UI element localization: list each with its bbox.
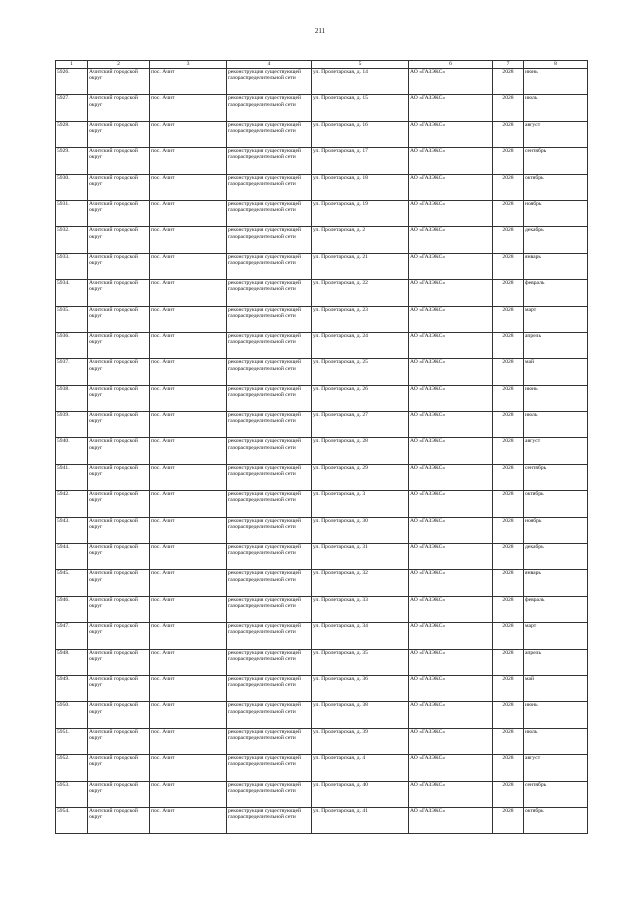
col-district-cell: Ачитский городской округ [88,148,150,174]
col-month-cell: январь [524,253,588,279]
col-organization-cell: АО «ГАЗЭКС» [409,570,493,596]
col-month-cell: июнь [524,69,588,95]
col-work-type-cell: реконструкция существующей газораспределительной сети [227,200,312,226]
col-district-cell: Ачитский городской округ [88,464,150,490]
col-settlement-cell: пос. Ачит [150,227,227,253]
col-address-cell: ул. Пролетарская, д. 4 [312,755,409,781]
col-address-cell: ул. Пролетарская, д. 25 [312,359,409,385]
col-settlement-cell: пос. Ачит [150,649,227,675]
col-settlement-cell: пос. Ачит [150,148,227,174]
col-settlement-cell: пос. Ачит [150,517,227,543]
header-col-number: 1 [56,61,88,69]
col-number-cell: 5935. [56,306,88,332]
table-row [56,596,588,622]
col-work-type-cell: реконструкция существующей газораспределительной сети [227,464,312,490]
col-settlement-cell: пос. Ачит [150,623,227,649]
col-month-cell: апрель [524,649,588,675]
col-district-cell: Ачитский городской округ [88,121,150,147]
col-organization-cell: АО «ГАЗЭКС» [409,464,493,490]
col-district-cell: Ачитский городской округ [88,95,150,121]
col-organization-cell: АО «ГАЗЭКС» [409,95,493,121]
col-address-cell: ул. Пролетарская, д. 21 [312,253,409,279]
col-month-cell: февраль [524,280,588,306]
col-organization-cell: АО «ГАЗЭКС» [409,781,493,807]
col-month-cell: апрель [524,332,588,358]
table-row [56,227,588,253]
table-row [56,253,588,279]
col-number-cell: 5927. [56,95,88,121]
col-settlement-cell: пос. Ачит [150,728,227,754]
col-settlement-cell: пос. Ачит [150,359,227,385]
col-month-cell: май [524,675,588,701]
col-year-cell: 2028 [493,544,524,570]
col-district-cell: Ачитский городской округ [88,412,150,438]
col-district-cell: Ачитский городской округ [88,438,150,464]
col-settlement-cell: пос. Ачит [150,69,227,95]
col-address-cell: ул. Пролетарская, д. 33 [312,596,409,622]
col-month-cell: ноябрь [524,200,588,226]
col-number-cell: 5943. [56,517,88,543]
col-settlement-cell: пос. Ачит [150,675,227,701]
col-address-cell: ул. Пролетарская, д. 23 [312,306,409,332]
col-organization-cell: АО «ГАЗЭКС» [409,702,493,728]
col-number-cell: 5932. [56,227,88,253]
header-col-settlement: 3 [150,61,227,69]
col-district-cell: Ачитский городской округ [88,253,150,279]
table-row [56,464,588,490]
col-address-cell: ул. Пролетарская, д. 15 [312,95,409,121]
col-organization-cell: АО «ГАЗЭКС» [409,359,493,385]
col-work-type-cell: реконструкция существующей газораспределительной сети [227,517,312,543]
col-work-type-cell: реконструкция существующей газораспределительной сети [227,69,312,95]
col-number-cell: 5939. [56,412,88,438]
col-work-type-cell: реконструкция существующей газораспределительной сети [227,385,312,411]
col-month-cell: декабрь [524,544,588,570]
col-district-cell: Ачитский городской округ [88,306,150,332]
col-month-cell: август [524,438,588,464]
table-row [56,280,588,306]
col-year-cell: 2028 [493,781,524,807]
col-month-cell: март [524,306,588,332]
col-address-cell: ул. Пролетарская, д. 35 [312,649,409,675]
col-year-cell: 2028 [493,69,524,95]
table-row [56,174,588,200]
col-work-type-cell: реконструкция существующей газораспределительной сети [227,544,312,570]
col-settlement-cell: пос. Ачит [150,544,227,570]
col-organization-cell: АО «ГАЗЭКС» [409,517,493,543]
col-address-cell: ул. Пролетарская, д. 36 [312,675,409,701]
col-settlement-cell: пос. Ачит [150,174,227,200]
col-district-cell: Ачитский городской округ [88,359,150,385]
col-settlement-cell: пос. Ачит [150,253,227,279]
col-district-cell: Ачитский городской округ [88,174,150,200]
col-organization-cell: АО «ГАЗЭКС» [409,200,493,226]
col-settlement-cell: пос. Ачит [150,464,227,490]
col-month-cell: июль [524,728,588,754]
col-year-cell: 2028 [493,200,524,226]
col-month-cell: июль [524,412,588,438]
col-number-cell: 5946. [56,596,88,622]
col-month-cell: август [524,121,588,147]
table-row [56,359,588,385]
col-year-cell: 2028 [493,121,524,147]
col-number-cell: 5947. [56,623,88,649]
col-month-cell: март [524,623,588,649]
col-address-cell: ул. Пролетарская, д. 2 [312,227,409,253]
col-month-cell: октябрь [524,491,588,517]
col-address-cell: ул. Пролетарская, д. 24 [312,332,409,358]
col-year-cell: 2028 [493,728,524,754]
col-year-cell: 2028 [493,412,524,438]
col-work-type-cell: реконструкция существующей газораспределительной сети [227,755,312,781]
header-col-organization: 6 [409,61,493,69]
col-organization-cell: АО «ГАЗЭКС» [409,807,493,833]
col-number-cell: 5942. [56,491,88,517]
col-number-cell: 5934. [56,280,88,306]
col-number-cell: 5929. [56,148,88,174]
col-organization-cell: АО «ГАЗЭКС» [409,332,493,358]
col-year-cell: 2028 [493,807,524,833]
col-district-cell: Ачитский городской округ [88,807,150,833]
col-number-cell: 5952. [56,755,88,781]
table-row [56,517,588,543]
col-organization-cell: АО «ГАЗЭКС» [409,253,493,279]
col-month-cell: август [524,755,588,781]
col-month-cell: июнь [524,702,588,728]
col-number-cell: 5936. [56,332,88,358]
col-work-type-cell: реконструкция существующей газораспределительной сети [227,280,312,306]
col-number-cell: 5953. [56,781,88,807]
col-settlement-cell: пос. Ачит [150,385,227,411]
col-address-cell: ул. Пролетарская, д. 28 [312,438,409,464]
col-year-cell: 2028 [493,95,524,121]
col-year-cell: 2028 [493,464,524,490]
col-address-cell: ул. Пролетарская, д. 29 [312,464,409,490]
col-work-type-cell: реконструкция существующей газораспределительной сети [227,438,312,464]
header-col-year: 7 [493,61,524,69]
table-row [56,649,588,675]
header-col-district: 2 [88,61,150,69]
table-row [56,755,588,781]
col-settlement-cell: пос. Ачит [150,491,227,517]
col-organization-cell: АО «ГАЗЭКС» [409,491,493,517]
col-work-type-cell: реконструкция существующей газораспределительной сети [227,675,312,701]
col-work-type-cell: реконструкция существующей газораспределительной сети [227,570,312,596]
col-settlement-cell: пос. Ачит [150,755,227,781]
col-number-cell: 5948. [56,649,88,675]
col-address-cell: ул. Пролетарская, д. 30 [312,517,409,543]
col-district-cell: Ачитский городской округ [88,332,150,358]
col-year-cell: 2028 [493,517,524,543]
col-work-type-cell: реконструкция существующей газораспределительной сети [227,95,312,121]
col-settlement-cell: пос. Ачит [150,280,227,306]
col-work-type-cell: реконструкция существующей газораспределительной сети [227,596,312,622]
col-year-cell: 2028 [493,359,524,385]
table-row [56,570,588,596]
col-number-cell: 5951. [56,728,88,754]
col-number-cell: 5941. [56,464,88,490]
col-district-cell: Ачитский городской округ [88,596,150,622]
col-work-type-cell: реконструкция существующей газораспределительной сети [227,649,312,675]
col-work-type-cell: реконструкция существующей газораспределительной сети [227,174,312,200]
table-row [56,306,588,332]
col-year-cell: 2028 [493,675,524,701]
col-organization-cell: АО «ГАЗЭКС» [409,227,493,253]
col-district-cell: Ачитский городской округ [88,702,150,728]
col-work-type-cell: реконструкция существующей газораспределительной сети [227,623,312,649]
col-address-cell: ул. Пролетарская, д. 22 [312,280,409,306]
col-year-cell: 2028 [493,306,524,332]
col-number-cell: 5940. [56,438,88,464]
col-year-cell: 2028 [493,702,524,728]
col-settlement-cell: пос. Ачит [150,781,227,807]
col-month-cell: июнь [524,385,588,411]
col-settlement-cell: пос. Ачит [150,807,227,833]
col-organization-cell: АО «ГАЗЭКС» [409,121,493,147]
col-work-type-cell: реконструкция существующей газораспределительной сети [227,728,312,754]
table-row [56,623,588,649]
table-row [56,95,588,121]
col-work-type-cell: реконструкция существующей газораспределительной сети [227,412,312,438]
col-address-cell: ул. Пролетарская, д. 27 [312,412,409,438]
col-district-cell: Ачитский городской округ [88,280,150,306]
col-address-cell: ул. Пролетарская, д. 41 [312,807,409,833]
col-year-cell: 2028 [493,596,524,622]
col-work-type-cell: реконструкция существующей газораспределительной сети [227,227,312,253]
col-settlement-cell: пос. Ачит [150,332,227,358]
col-district-cell: Ачитский городской округ [88,69,150,95]
col-number-cell: 5937. [56,359,88,385]
col-organization-cell: АО «ГАЗЭКС» [409,69,493,95]
col-work-type-cell: реконструкция существующей газораспределительной сети [227,491,312,517]
col-address-cell: ул. Пролетарская, д. 40 [312,781,409,807]
table-row [56,675,588,701]
col-organization-cell: АО «ГАЗЭКС» [409,280,493,306]
col-year-cell: 2028 [493,280,524,306]
col-year-cell: 2028 [493,148,524,174]
col-month-cell: май [524,359,588,385]
col-district-cell: Ачитский городской округ [88,728,150,754]
col-work-type-cell: реконструкция существующей газораспределительной сети [227,148,312,174]
table-row [56,412,588,438]
col-year-cell: 2028 [493,385,524,411]
col-organization-cell: АО «ГАЗЭКС» [409,544,493,570]
col-address-cell: ул. Пролетарская, д. 19 [312,200,409,226]
col-number-cell: 5928. [56,121,88,147]
col-number-cell: 5938. [56,385,88,411]
col-organization-cell: АО «ГАЗЭКС» [409,596,493,622]
col-year-cell: 2028 [493,438,524,464]
col-address-cell: ул. Пролетарская, д. 14 [312,69,409,95]
col-year-cell: 2028 [493,570,524,596]
col-address-cell: ул. Пролетарская, д. 34 [312,623,409,649]
col-settlement-cell: пос. Ачит [150,200,227,226]
table-row [56,728,588,754]
col-month-cell: сентябрь [524,148,588,174]
col-district-cell: Ачитский городской округ [88,491,150,517]
col-settlement-cell: пос. Ачит [150,570,227,596]
header-col-work-type: 4 [227,61,312,69]
col-district-cell: Ачитский городской округ [88,649,150,675]
col-organization-cell: АО «ГАЗЭКС» [409,755,493,781]
col-number-cell: 5945. [56,570,88,596]
col-month-cell: ноябрь [524,517,588,543]
col-year-cell: 2028 [493,649,524,675]
page-number: 211 [314,27,326,35]
col-address-cell: ул. Пролетарская, д. 26 [312,385,409,411]
col-number-cell: 5930. [56,174,88,200]
col-district-cell: Ачитский городской округ [88,544,150,570]
table-header [56,61,588,69]
table-row [56,781,588,807]
table-row [56,385,588,411]
col-organization-cell: АО «ГАЗЭКС» [409,412,493,438]
col-month-cell: октябрь [524,807,588,833]
col-month-cell: сентябрь [524,781,588,807]
col-district-cell: Ачитский городской округ [88,227,150,253]
col-month-cell: сентябрь [524,464,588,490]
col-organization-cell: АО «ГАЗЭКС» [409,728,493,754]
col-year-cell: 2028 [493,227,524,253]
col-district-cell: Ачитский городской округ [88,200,150,226]
col-year-cell: 2028 [493,332,524,358]
col-month-cell: февраль [524,596,588,622]
col-year-cell: 2028 [493,491,524,517]
col-settlement-cell: пос. Ачит [150,121,227,147]
table-row [56,491,588,517]
table-row [56,69,588,95]
col-work-type-cell: реконструкция существующей газораспределительной сети [227,121,312,147]
header-col-address: 5 [312,61,409,69]
table-row [56,200,588,226]
col-number-cell: 5950. [56,702,88,728]
col-work-type-cell: реконструкция существующей газораспределительной сети [227,332,312,358]
col-district-cell: Ачитский городской округ [88,385,150,411]
col-year-cell: 2028 [493,253,524,279]
header-col-month: 8 [524,61,588,69]
col-month-cell: декабрь [524,227,588,253]
col-organization-cell: АО «ГАЗЭКС» [409,306,493,332]
register-table [55,60,588,834]
col-address-cell: ул. Пролетарская, д. 16 [312,121,409,147]
col-settlement-cell: пос. Ачит [150,438,227,464]
table-row [56,121,588,147]
col-district-cell: Ачитский городской округ [88,755,150,781]
col-work-type-cell: реконструкция существующей газораспределительной сети [227,253,312,279]
col-address-cell: ул. Пролетарская, д. 39 [312,728,409,754]
col-work-type-cell: реконструкция существующей газораспределительной сети [227,306,312,332]
col-district-cell: Ачитский городской округ [88,675,150,701]
table-row [56,807,588,833]
col-district-cell: Ачитский городской округ [88,517,150,543]
col-district-cell: Ачитский городской округ [88,570,150,596]
col-organization-cell: АО «ГАЗЭКС» [409,675,493,701]
col-number-cell: 5931. [56,200,88,226]
col-work-type-cell: реконструкция существующей газораспределительной сети [227,807,312,833]
col-address-cell: ул. Пролетарская, д. 17 [312,148,409,174]
col-year-cell: 2028 [493,755,524,781]
col-number-cell: 5944. [56,544,88,570]
col-settlement-cell: пос. Ачит [150,702,227,728]
col-month-cell: октябрь [524,174,588,200]
col-address-cell: ул. Пролетарская, д. 31 [312,544,409,570]
header-row [56,61,588,69]
table-row [56,544,588,570]
col-number-cell: 5949. [56,675,88,701]
col-district-cell: Ачитский городской округ [88,623,150,649]
table-row [56,148,588,174]
col-organization-cell: АО «ГАЗЭКС» [409,623,493,649]
col-address-cell: ул. Пролетарская, д. 38 [312,702,409,728]
col-year-cell: 2028 [493,623,524,649]
col-month-cell: июль [524,95,588,121]
table-row [56,702,588,728]
table-body [56,69,588,834]
col-settlement-cell: пос. Ачит [150,95,227,121]
col-month-cell: январь [524,570,588,596]
col-organization-cell: АО «ГАЗЭКС» [409,174,493,200]
col-number-cell: 5926. [56,69,88,95]
col-year-cell: 2028 [493,174,524,200]
col-settlement-cell: пос. Ачит [150,596,227,622]
table-row [56,332,588,358]
col-settlement-cell: пос. Ачит [150,412,227,438]
col-address-cell: ул. Пролетарская, д. 3 [312,491,409,517]
col-number-cell: 5933. [56,253,88,279]
col-address-cell: ул. Пролетарская, д. 18 [312,174,409,200]
col-number-cell: 5954. [56,807,88,833]
col-work-type-cell: реконструкция существующей газораспределительной сети [227,781,312,807]
col-work-type-cell: реконструкция существующей газораспределительной сети [227,702,312,728]
table-row [56,438,588,464]
col-organization-cell: АО «ГАЗЭКС» [409,649,493,675]
col-district-cell: Ачитский городской округ [88,781,150,807]
col-work-type-cell: реконструкция существующей газораспределительной сети [227,359,312,385]
col-organization-cell: АО «ГАЗЭКС» [409,438,493,464]
col-organization-cell: АО «ГАЗЭКС» [409,385,493,411]
col-settlement-cell: пос. Ачит [150,306,227,332]
col-organization-cell: АО «ГАЗЭКС» [409,148,493,174]
col-address-cell: ул. Пролетарская, д. 32 [312,570,409,596]
